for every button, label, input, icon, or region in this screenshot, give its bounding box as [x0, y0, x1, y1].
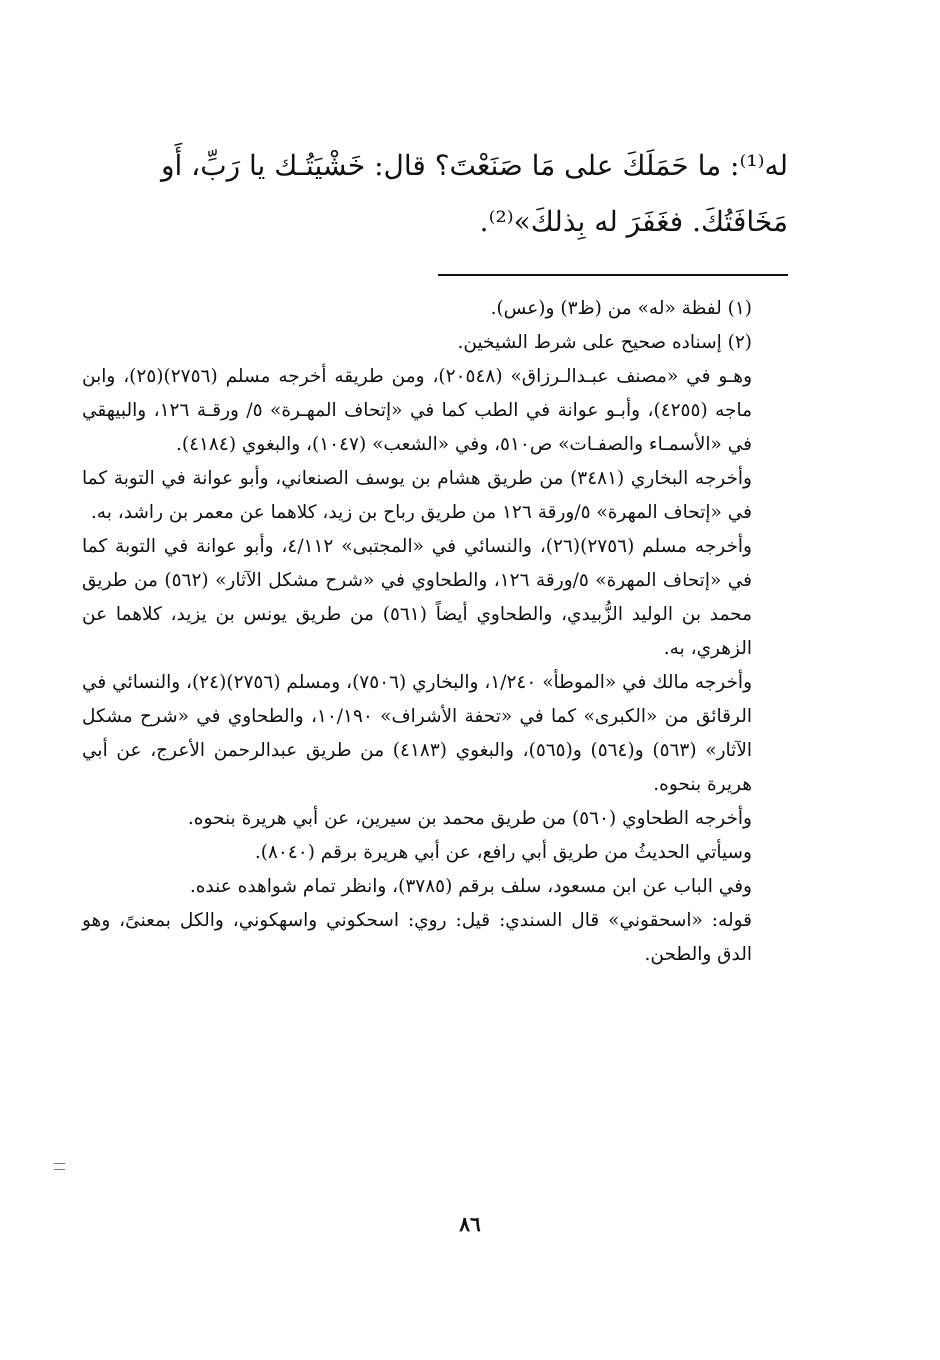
- page-number: ٨٦: [459, 1212, 481, 1236]
- footnote-1: (١) لفظة «له» من (ظ٣) و(عس).: [490, 298, 752, 319]
- footnote-paragraph: وفي الباب عن ابن مسعود، سلف برقم (٣٧٨٥)، وانظر تمام شواهده عنده.: [189, 876, 752, 897]
- main-text: [82, 138, 788, 250]
- margin-mark: [54, 1163, 65, 1170]
- footnote-paragraph: وأخرجه مسلم (٢٧٥٦)(٢٦)، والنسائي في «المجتبى» ٤/١١٢، وأبو عوانة في التوبة كما في «إتحاف المهرة» ٥/ورقة ١٢٦، والطحاوي في «شرح مشكل الآثار» (٥٦٢) من طريق محمد بن الوليد الزُّبيدي، والطحاوي أيضاً (٥٦١) من طريق يونس بن يزيد، كلاهما عن الزهري، به.: [82, 536, 752, 659]
- main-text-line: مَخَافَتُكَ. فغَفَرَ له بِذلكَ»⁽²⁾.: [479, 205, 788, 238]
- footnote-paragraph: وأخرجه مالك في «الموطأ» ١/٢٤٠، والبخاري (٧٥٠٦)، ومسلم (٢٧٥٦)(٢٤)، والنسائي في الرقائق من «الكبرى» كما في «تحفة الأشراف» ١٠/١٩٠، والطحاوي في «شرح مشكل الآثار» (٥٦٣) و(٥٦٤) و(٥٦٥)، والبغوي (٤١٨٣) من طريق عبدالرحمن الأعرج، عن أبي هريرة بنحوه.: [82, 672, 753, 795]
- footnote-separator: [438, 274, 788, 276]
- footnote-2: (٢) إسناده صحيح على شرط الشيخين.: [457, 332, 752, 353]
- footnote-paragraph: وسيأتي الحديثُ من طريق أبي رافع، عن أبي هريرة برقم (٨٠٤٠).: [254, 842, 752, 863]
- footnotes: [82, 292, 788, 972]
- footnote-paragraph: وأخرجه البخاري (٣٤٨١) من طريق هشام بن يوسف الصنعاني، وأبو عوانة في التوبة كما في «إتحاف المهرة» ٥/ورقة ١٢٦ من طريق رباح بن زيد، كلاهما عن معمر بن راشد، به.: [82, 468, 752, 523]
- footnote-paragraph: وهـو في «مصنف عبـدالـرزاق» (٢٠٥٤٨)، ومن طريقه أخرجه مسلم (٢٧٥٦)(٢٥)، وابن ماجه (٤٢٥٥)، وأبـو عوانة في الطب كما في «إتحاف المهـرة» ٥/ ورقـة ١٢٦، والبيهقي في «الأسمـاء والصفـات» ص٥١٠، وفي «الشعب» (١٠٤٧)، والبغوي (٤١٨٤).: [82, 366, 753, 455]
- main-text-line: له⁽¹⁾: ما حَمَلَكَ على مَا صَنَعْتَ؟ قال: خَشْيَتُـك يا رَبِّ، أَو: [160, 149, 788, 182]
- footnote-paragraph: قوله: «اسحقوني» قال السندي: قيل: روي: اسحكوني واسهكوني، والكل بمعنىً، وهو الدق والطحن.: [82, 910, 752, 965]
- footnote-paragraph: وأخرجه الطحاوي (٥٦٠) من طريق محمد بن سيرين، عن أبي هريرة بنحوه.: [187, 808, 752, 829]
